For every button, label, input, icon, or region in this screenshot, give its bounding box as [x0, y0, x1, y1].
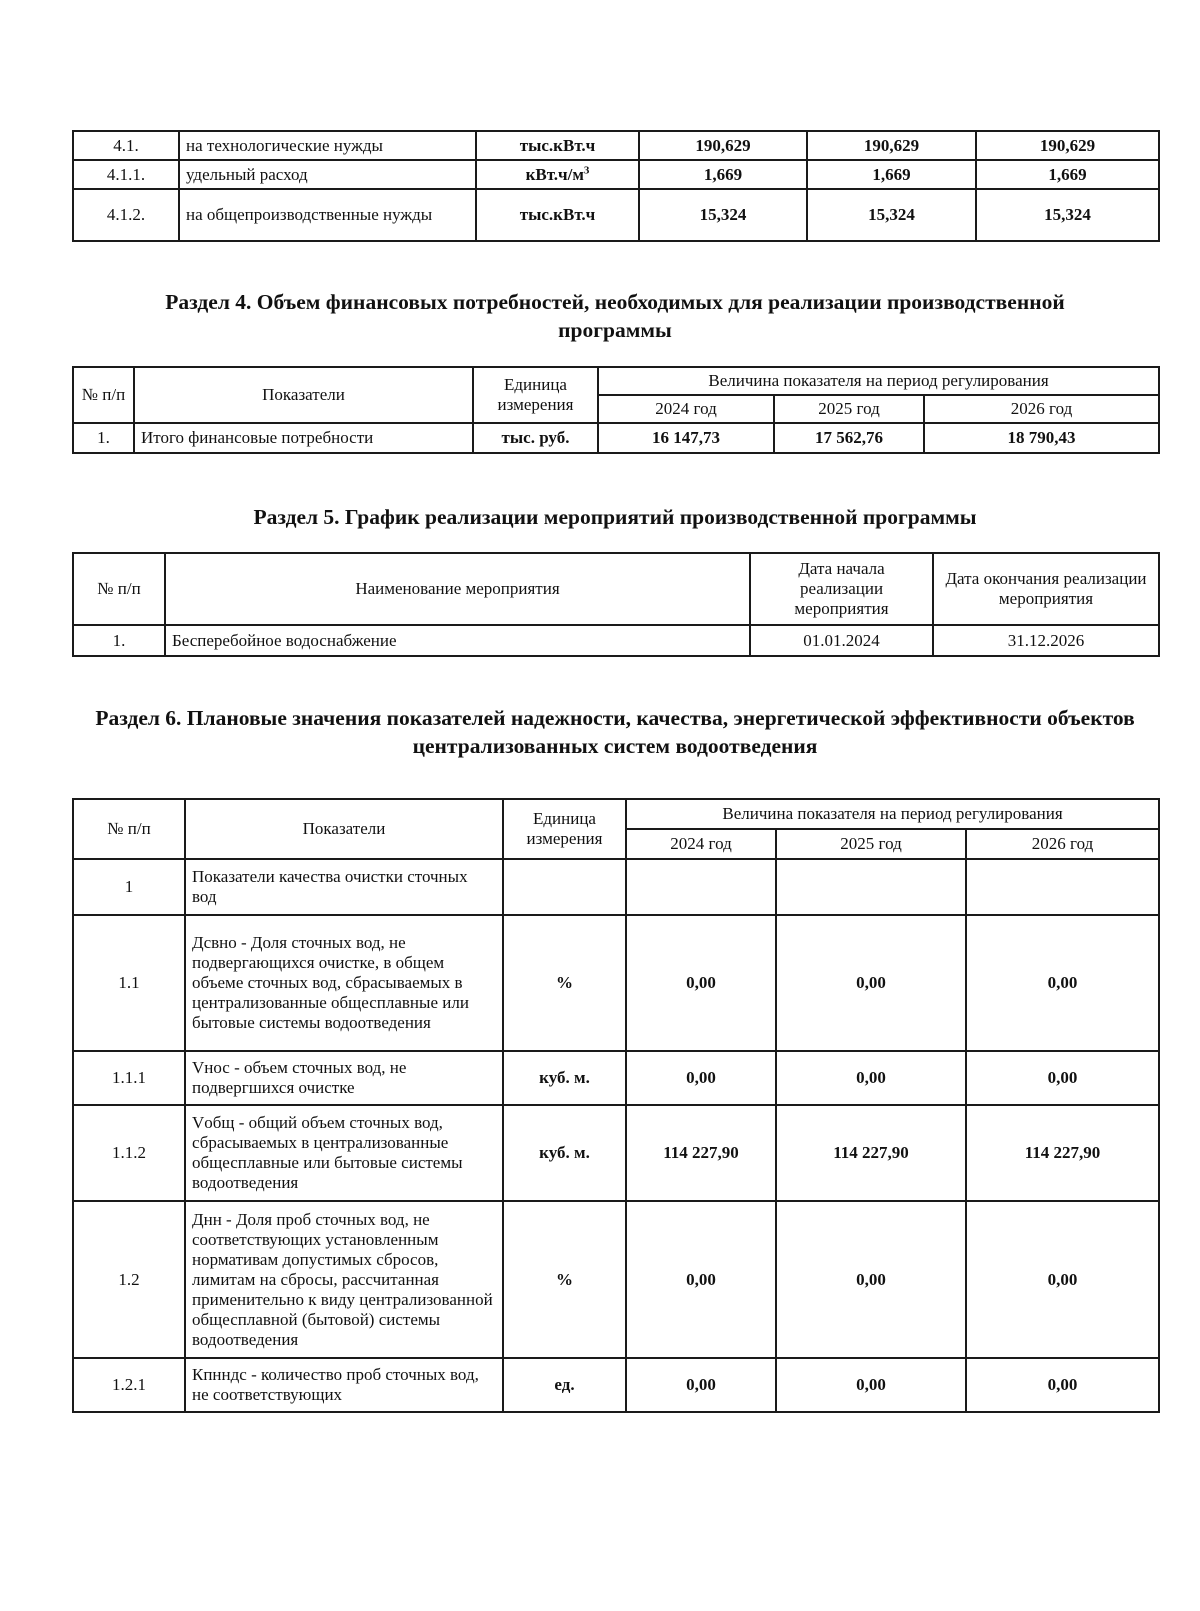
row-number: 1.1: [73, 915, 185, 1051]
header-2024: 2024 год: [626, 829, 776, 859]
row-number: 1.: [73, 423, 134, 453]
table-row: [73, 1358, 1159, 1412]
value-2026: 190,629: [976, 131, 1159, 160]
row-number: 4.1.1.: [73, 160, 179, 189]
indicator-name: на технологические нужды: [179, 131, 476, 160]
table-row: [73, 423, 1159, 453]
header-num: № п/п: [73, 553, 165, 625]
header-2026: 2026 год: [966, 829, 1159, 859]
start-date: 01.01.2024: [750, 625, 933, 656]
value-2026: 0,00: [966, 1358, 1159, 1412]
header-period: Величина показателя на период регулирования: [626, 799, 1159, 829]
unit: куб. м.: [503, 1105, 626, 1201]
table-header-row: [73, 553, 1159, 625]
indicator-name: Vнос - объем сточных вод, не подвергшихся очистке: [185, 1051, 503, 1105]
unit: [503, 859, 626, 915]
indicator-name: Дсвно - Доля сточных вод, не подвергающихся очистке, в общем объеме сточных вод, сбрасываемых в централизованные общесплавные или бытовые системы водоотведения: [185, 915, 503, 1051]
header-name: Показатели: [134, 367, 473, 423]
indicator-name: на общепроизводственные нужды: [179, 189, 476, 241]
value-2024: 0,00: [626, 1051, 776, 1105]
unit: %: [503, 915, 626, 1051]
section4-title: Раздел 4. Объем финансовых потребностей, необходимых для реализации производственной программы: [165, 290, 1065, 342]
table-row: [73, 1105, 1159, 1201]
value-2025: 0,00: [776, 1358, 966, 1412]
unit-superscript: 3: [583, 163, 590, 176]
header-start-date: Дата начала реализации мероприятия: [750, 553, 933, 625]
header-name: Наименование мероприятия: [165, 553, 750, 625]
section5-title: Раздел 5. График реализации мероприятий производственной программы: [253, 505, 977, 529]
table-row: [73, 859, 1159, 915]
table-header-row: [73, 367, 1159, 395]
table-header-row: [73, 799, 1159, 829]
header-end-date: Дата окончания реализации мероприятия: [933, 553, 1159, 625]
value-2026: 1,669: [976, 160, 1159, 189]
value-2026: [966, 859, 1159, 915]
header-num: № п/п: [73, 367, 134, 423]
table-row: [73, 915, 1159, 1051]
value-2026: 18 790,43: [924, 423, 1159, 453]
value-2026: 114 227,90: [966, 1105, 1159, 1201]
value-2025: 1,669: [807, 160, 976, 189]
value-2025: [776, 859, 966, 915]
unit: ед.: [503, 1358, 626, 1412]
value-2024: 0,00: [626, 1358, 776, 1412]
header-2026: 2026 год: [924, 395, 1159, 423]
table-row: [73, 131, 1159, 160]
unit: тыс.кВт.ч: [476, 189, 639, 241]
unit: %: [503, 1201, 626, 1358]
indicator-name: Показатели качества очистки сточных вод: [185, 859, 503, 915]
value-2024: 16 147,73: [598, 423, 774, 453]
row-number: 1.2: [73, 1201, 185, 1358]
value-2025: 0,00: [776, 1201, 966, 1358]
row-number: 1.1.2: [73, 1105, 185, 1201]
value-2025: 0,00: [776, 915, 966, 1051]
header-2025: 2025 год: [774, 395, 924, 423]
value-2025: 114 227,90: [776, 1105, 966, 1201]
unit: [476, 160, 639, 189]
value-2024: 114 227,90: [626, 1105, 776, 1201]
indicator-name: удельный расход: [179, 160, 476, 189]
table-top: [72, 130, 1158, 242]
unit-text: кВт.ч/м: [525, 164, 584, 184]
row-number: 1: [73, 859, 185, 915]
row-number: 1.2.1: [73, 1358, 185, 1412]
table-row: [73, 1051, 1159, 1105]
section6-title: Раздел 6. Плановые значения показателей надежности, качества, энергетической эффективности объектов централизованных систем водоотведения: [95, 706, 1135, 758]
section4-table: [72, 366, 1158, 454]
header-num: № п/п: [73, 799, 185, 859]
value-2026: 0,00: [966, 1201, 1159, 1358]
value-2024: 1,669: [639, 160, 807, 189]
row-number: 4.1.2.: [73, 189, 179, 241]
value-2024: 0,00: [626, 915, 776, 1051]
row-number: 1.: [73, 625, 165, 656]
unit: тыс.кВт.ч: [476, 131, 639, 160]
value-2026: 15,324: [976, 189, 1159, 241]
value-2025: 15,324: [807, 189, 976, 241]
row-number: 1.1.1: [73, 1051, 185, 1105]
value-2025: 17 562,76: [774, 423, 924, 453]
header-name: Показатели: [185, 799, 503, 859]
value-2024: 0,00: [626, 1201, 776, 1358]
value-2024: 190,629: [639, 131, 807, 160]
indicator-name: Днн - Доля проб сточных вод, не соответствующих установленным нормативам допустимых сбросов, лимитам на сбросы, рассчитанная применительно к виду централизованной общесплавной (бытовой) системы водоотведения: [185, 1201, 503, 1358]
value-2025: 0,00: [776, 1051, 966, 1105]
table-row: [73, 189, 1159, 241]
table-row: [73, 1201, 1159, 1358]
end-date: 31.12.2026: [933, 625, 1159, 656]
value-2026: 0,00: [966, 1051, 1159, 1105]
value-2024: 15,324: [639, 189, 807, 241]
section6-table: [72, 798, 1158, 1413]
indicator-name: Итого финансовые потребности: [134, 423, 473, 453]
table-row: [73, 160, 1159, 189]
indicator-name: Кпнндс - количество проб сточных вод, не соответствующих: [185, 1358, 503, 1412]
indicator-name: Vобщ - общий объем сточных вод, сбрасываемых в централизованные общесплавные или бытовые системы водоотведения: [185, 1105, 503, 1201]
activity-name: Бесперебойное водоснабжение: [165, 625, 750, 656]
header-period: Величина показателя на период регулирования: [598, 367, 1159, 395]
unit: тыс. руб.: [473, 423, 598, 453]
section5-table: [72, 552, 1158, 657]
value-2025: 190,629: [807, 131, 976, 160]
header-2025: 2025 год: [776, 829, 966, 859]
header-unit: Единица измерения: [503, 799, 626, 859]
header-unit: Единица измерения: [473, 367, 598, 423]
value-2024: [626, 859, 776, 915]
unit: куб. м.: [503, 1051, 626, 1105]
header-2024: 2024 год: [598, 395, 774, 423]
row-number: 4.1.: [73, 131, 179, 160]
value-2026: 0,00: [966, 915, 1159, 1051]
table-row: [73, 625, 1159, 656]
